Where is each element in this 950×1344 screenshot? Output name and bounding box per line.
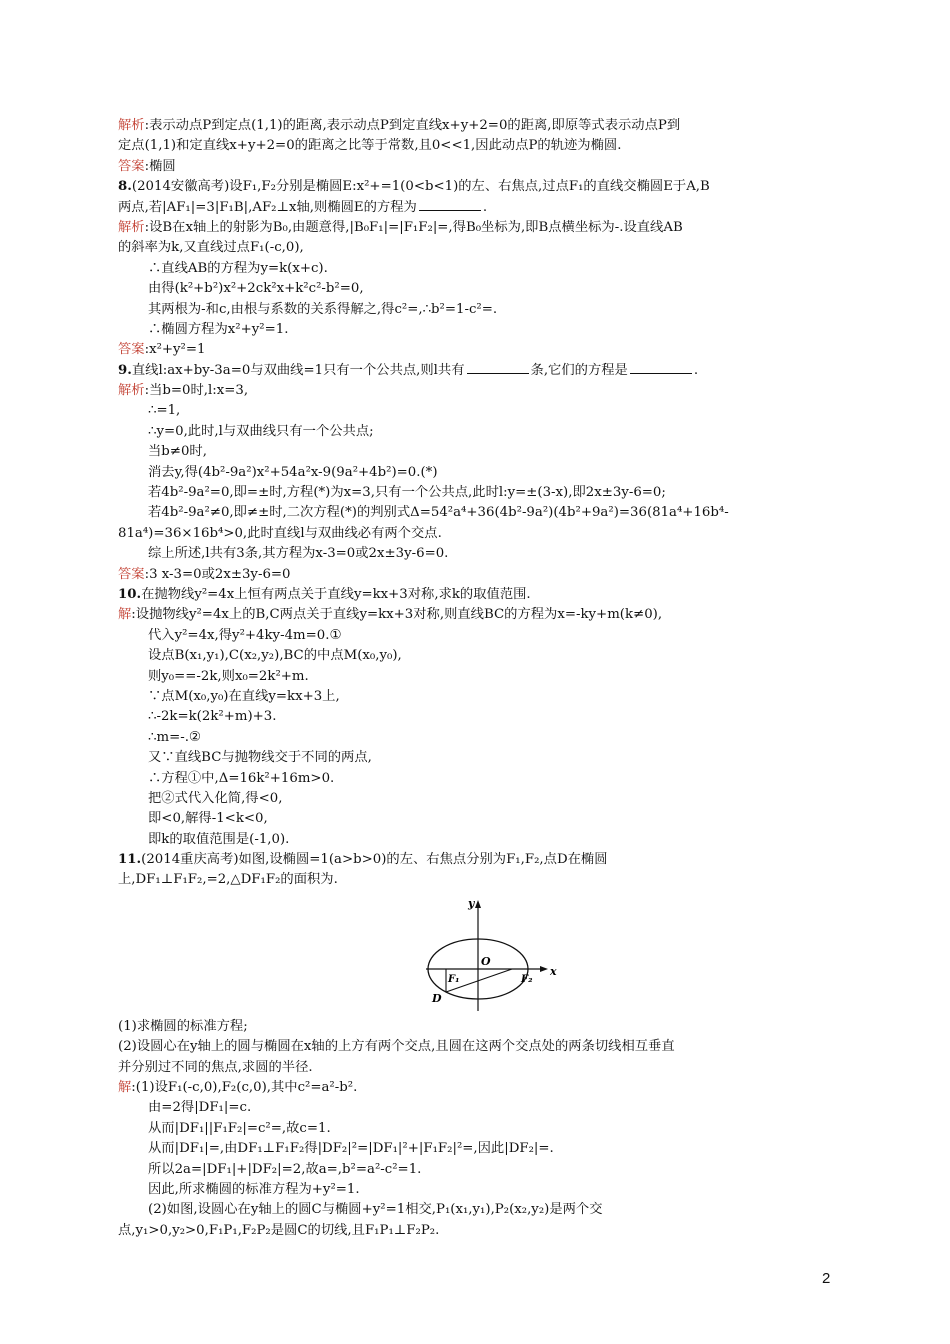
line-text: 上,DF₁⊥F₁F₂,=2,△DF₁F₂的面积为. [118, 872, 338, 888]
line-text: 直线l:ax+by-3a=0与双曲线=1只有一个公共点,则l共有 [131, 362, 465, 378]
text-line [118, 707, 830, 727]
ellipse-figure [118, 895, 830, 1013]
line-text: 把②式代入化简,得<0, [148, 790, 283, 806]
line-text: 即k的取值范围是(-1,0). [148, 831, 290, 847]
section-label: 答案 [118, 158, 145, 174]
text-line [118, 218, 830, 238]
text-line [118, 1098, 830, 1118]
section-label: 解析 [118, 118, 145, 133]
text-line [118, 728, 830, 748]
line-text: 又∵直线BC与抛物线交于不同的两点, [148, 750, 372, 766]
text-line [118, 1221, 830, 1241]
text-line [118, 769, 830, 789]
line-text: 因此,所求椭圆的标准方程为+y²=1. [148, 1181, 360, 1197]
x-axis-arrow [540, 966, 548, 972]
text-line [118, 789, 830, 809]
line-text: 代入y²=4x,得y²+4ky-4m=0.① [148, 627, 342, 643]
line-text: 其两根为-和c,由根与系数的关系得解之,得c²=,∴b²=1-c²=. [148, 301, 498, 317]
text-line [118, 870, 830, 890]
text-line [118, 340, 830, 360]
text-line [118, 136, 830, 156]
line-text: ∴-2k=k(2k²+m)+3. [148, 709, 277, 725]
text-line [118, 1119, 830, 1139]
line-text: (2014重庆高考)如图,设椭圆=1(a>b>0)的左、右焦点分别为F₁,F₂,点D在椭圆 [141, 852, 608, 868]
line-text: 81a⁴)=36×16b⁴>0,此时直线l与双曲线必有两个交点. [118, 525, 442, 541]
line-text: 条,它们的方程是 [530, 362, 628, 378]
line-text: 由得(k²+b²)x²+2ck²x+k²c²-b²=0, [148, 281, 364, 297]
text-line [118, 524, 830, 544]
line-text: ∴直线AB的方程为y=k(x+c). [148, 260, 328, 276]
text-line [118, 687, 830, 707]
text-line [118, 626, 830, 646]
answer-blank [419, 198, 481, 211]
section-label: 答案 [118, 342, 145, 358]
text-line [118, 238, 830, 258]
text-line [118, 1037, 830, 1057]
text-line [118, 401, 830, 421]
line-text: . [482, 199, 488, 215]
line-text: :当b=0时,l:x=3, [144, 383, 249, 399]
line-text: ∵点M(x₀,y₀)在直线y=kx+3上, [148, 688, 340, 704]
line-text: :设B在x轴上的射影为B₀,由题意得,|B₀F₁|=|F₁F₂|=,得B₀坐标为,即B点横坐标为-.设直线AB [144, 219, 683, 235]
line-text: 的斜率为k,又直线过点F₁(-c,0), [118, 240, 304, 256]
text-line [118, 503, 830, 523]
text-line [118, 157, 830, 177]
text-line [118, 483, 830, 503]
line-text: :3 x-3=0或2x±3y-6=0 [144, 566, 291, 582]
text-line [118, 279, 830, 299]
line-text: 消去y,得(4b²-9a²)x²+54a²x-9(9a²+4b²)=0.(*) [148, 464, 438, 480]
line-text: :椭圆 [144, 158, 176, 174]
line-text: . [693, 362, 699, 378]
page-number: 2 [822, 1270, 831, 1287]
text-line [118, 585, 830, 605]
text-line [118, 300, 830, 320]
line-text: 若4b²-9a²≠0,即≠±时,二次方程(*)的判别式Δ=54²a⁴+36(4b²-9a²)(4b²+9a²)=36(81a⁴+16b⁴- [148, 505, 729, 521]
f2-label: F₂ [521, 973, 533, 985]
section-label: 答案 [118, 566, 145, 582]
ellipse-diagram [420, 895, 560, 1013]
line-text: (2014安徽高考)设F₁,F₂分别是椭圆E:x²+=1(0<b<1)的左、右焦点,过点F₁的直线交椭圆E于A,B [131, 179, 710, 195]
text-line [118, 544, 830, 564]
line-text: 综上所述,l共有3条,其方程为x-3=0或2x±3y-6=0. [148, 546, 449, 562]
text-line [118, 463, 830, 483]
text-line [118, 198, 830, 218]
line-text: ∴y=0,此时,l与双曲线只有一个公共点; [148, 423, 374, 439]
line-text: ∴m=-.② [148, 729, 201, 745]
text-line [118, 381, 830, 401]
line-text: 当b≠0时, [148, 444, 207, 460]
line-text: (2)设圆心在y轴上的圆与椭圆在x轴的上方有两个交点,且圆在这两个交点处的两条切线相互垂直 [118, 1039, 675, 1055]
line-text: 点,y₁>0,y₂>0,F₁P₁,F₂P₂是圆C的切线,且F₁P₁⊥F₂P₂. [118, 1222, 440, 1238]
y-axis-arrow [475, 900, 481, 908]
text-block-2 [118, 1017, 830, 1241]
text-line [118, 422, 830, 442]
text-line [118, 667, 830, 687]
answer-blank [467, 361, 529, 374]
text-line [118, 1017, 830, 1037]
text-line [118, 442, 830, 462]
line-text: ∴方程①中,Δ=16k²+16m>0. [148, 770, 335, 786]
text-line [118, 646, 830, 666]
text-line [118, 1058, 830, 1078]
text-line [118, 1160, 830, 1180]
line-text: 即<0,解得-1<k<0, [148, 811, 268, 827]
section-label: 解析 [118, 219, 145, 235]
line-text: 若4b²-9a²=0,即=±时,方程(*)为x=3,只有一个公共点,此时l:y=±(3-x),即2x±3y-6=0; [148, 485, 666, 501]
line-text: 从而|DF₁||F₁F₂|=c²=,故c=1. [148, 1120, 331, 1136]
text-line [118, 1180, 830, 1200]
line-text: 所以2a=|DF₁|+|DF₂|=2,故a=,b²=a²-c²=1. [148, 1161, 422, 1177]
x-label: x [550, 964, 557, 978]
section-label: 解析 [118, 383, 145, 399]
question-number: 11. [118, 852, 142, 868]
line-text: :表示动点P到定点(1,1)的距离,表示动点P到定直线x+y+2=0的距离,即原等式表示动点P到 [144, 118, 681, 133]
text-line [118, 361, 830, 381]
text-line [118, 565, 830, 585]
text-line [118, 830, 830, 850]
question-number: 9. [118, 362, 132, 378]
line-text: 并分别过不同的焦点,求圆的半径. [118, 1059, 313, 1075]
text-line [118, 850, 830, 870]
question-number: 10. [118, 586, 142, 602]
line-text: :x²+y²=1 [144, 342, 206, 358]
text-line [118, 259, 830, 279]
text-line [118, 605, 830, 625]
d-label: D [432, 991, 442, 1005]
section-label: 解 [118, 607, 132, 623]
line-text: :设抛物线y²=4x上的B,C两点关于直线y=kx+3对称,则直线BC的方程为x=-ky+m(k≠0), [131, 607, 663, 623]
line-text: :(1)设F₁(-c,0),F₂(c,0),其中c²=a²-b². [131, 1080, 358, 1096]
line-text: 由=2得|DF₁|=c. [148, 1100, 252, 1116]
text-line [118, 809, 830, 829]
text-block-1 [118, 116, 830, 891]
line-text: 两点,若|AF₁|=3|F₁B|,AF₂⊥x轴,则椭圆E的方程为 [118, 199, 417, 215]
text-line [118, 320, 830, 340]
origin-label: O [481, 954, 491, 968]
line-text: 在抛物线y²=4x上恒有两点关于直线y=kx+3对称,求k的取值范围. [141, 586, 531, 602]
line-text: 从而|DF₁|=,由DF₁⊥F₁F₂得|DF₂|²=|DF₁|²+|F₁F₂|²=,因此|DF₂|=. [148, 1141, 554, 1157]
f1-label: F₁ [448, 973, 460, 985]
text-line [118, 116, 830, 136]
document-body [118, 116, 830, 1241]
line-text: ∴椭圆方程为x²+y²=1. [148, 321, 289, 337]
line-text: 设点B(x₁,y₁),C(x₂,y₂),BC的中点M(x₀,y₀), [148, 648, 402, 664]
text-line [118, 1139, 830, 1159]
question-number: 8. [118, 179, 132, 195]
line-text: ∴=1, [148, 403, 181, 419]
text-line [118, 177, 830, 197]
text-line [118, 748, 830, 768]
text-line [118, 1200, 830, 1220]
line-text: 定点(1,1)和定直线x+y+2=0的距离之比等于常数,且0<<1,因此动点P的轨迹为椭圆. [118, 138, 622, 154]
line-text: 则y₀==-2k,则x₀=2k²+m. [148, 668, 309, 684]
text-line [118, 1078, 830, 1098]
section-label: 解 [118, 1080, 132, 1096]
y-label: y [468, 896, 475, 910]
line-text: (1)求椭圆的标准方程; [118, 1018, 248, 1034]
line-text: (2)如图,设圆心在y轴上的圆C与椭圆+y²=1相交,P₁(x₁,y₁),P₂(x₂,y₂)是两个交 [148, 1202, 603, 1218]
answer-blank [630, 361, 692, 374]
